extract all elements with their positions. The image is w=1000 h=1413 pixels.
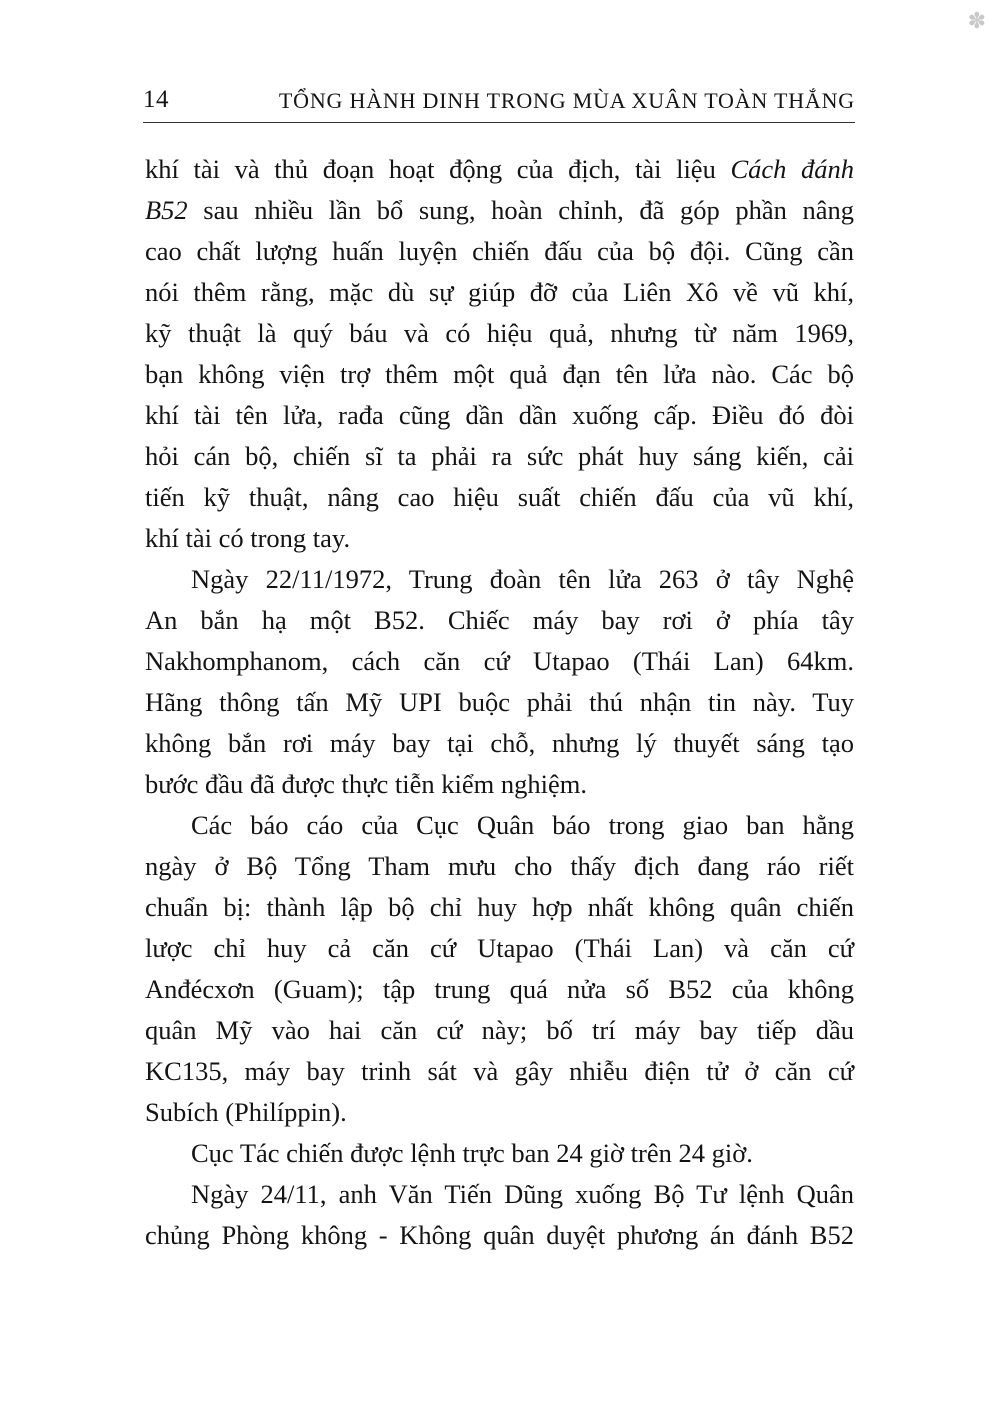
paragraph-first-line: Các báo cáo của Cục Quân báo trong giao ban hằng xyxy=(191,810,854,840)
paragraph-first-line: Ngày 22/11/1972, Trung đoàn tên lửa 263 ở tây Nghệ xyxy=(191,564,854,594)
text-line: tiến kỹ thuật, nâng cao hiệu suất chiến đấu của vũ khí, xyxy=(145,482,854,512)
text-line: khí tài tên lửa, rađa cũng dần dần xuống cấp. Điều đó đòi xyxy=(145,400,854,430)
text-line: Hãng thông tấn Mỹ UPI buộc phải thú nhận tin này. Tuy xyxy=(145,687,854,717)
text-line: An bắn hạ một B52. Chiếc máy bay rơi ở phía tây xyxy=(145,605,854,635)
text-segment: khí tài và thủ đoạn hoạt động của địch, tài liệu xyxy=(145,154,731,184)
text-line: nói thêm rằng, mặc dù sự giúp đỡ của Liên Xô về vũ khí, xyxy=(145,277,854,307)
paragraph-first-line: Cục Tác chiến được lệnh trực ban 24 giờ trên 24 giờ. xyxy=(191,1138,753,1168)
italic-title: B52 xyxy=(145,195,188,225)
text-line: khí tài có trong tay. xyxy=(145,523,351,553)
text-line: Anđécxơn (Guam); tập trung quá nửa số B52 của không xyxy=(145,974,854,1004)
text-line: bạn không viện trợ thêm một quả đạn tên lửa nào. Các bộ xyxy=(145,359,854,389)
corner-ornament-icon: ✽ xyxy=(967,8,986,33)
text-line: Subích (Philíppin). xyxy=(145,1097,347,1127)
text-segment: sau nhiều lần bổ sung, hoàn chỉnh, đã góp phần nâng xyxy=(187,195,854,225)
body-text xyxy=(145,149,854,1256)
text-line: cao chất lượng huấn luyện chiến đấu của bộ đội. Cũng cần xyxy=(145,236,854,266)
text-line: kỹ thuật là quý báu và có hiệu quả, nhưng từ năm 1969, xyxy=(145,318,854,348)
text-line: không bắn rơi máy bay tại chỗ, nhưng lý thuyết sáng tạo xyxy=(145,728,854,758)
text-line: chủng Phòng không - Không quân duyệt phương án đánh B52 xyxy=(145,1220,854,1250)
running-title: TỔNG HÀNH DINH TRONG MÙA XUÂN TOÀN THẮNG xyxy=(278,88,855,113)
paragraph-first-line: Ngày 24/11, anh Văn Tiến Dũng xuống Bộ Tư lệnh Quân xyxy=(191,1179,854,1209)
text-line: Nakhomphanom, cách căn cứ Utapao (Thái Lan) 64km. xyxy=(145,646,854,676)
text-line: bước đầu đã được thực tiễn kiểm nghiệm. xyxy=(145,769,587,799)
text-line xyxy=(145,190,854,231)
page-number: 14 xyxy=(143,86,169,113)
text-line: hỏi cán bộ, chiến sĩ ta phải ra sức phát huy sáng kiến, cải xyxy=(145,441,854,471)
italic-title: Cách đánh xyxy=(730,154,855,184)
text-line: KC135, máy bay trinh sát và gây nhiễu điện tử ở căn cứ xyxy=(145,1056,854,1086)
text-line: ngày ở Bộ Tổng Tham mưu cho thấy địch đang ráo riết xyxy=(145,851,854,881)
text-line xyxy=(145,149,854,190)
running-header xyxy=(143,82,855,123)
text-line: lược chỉ huy cả căn cứ Utapao (Thái Lan) và căn cứ xyxy=(145,933,854,963)
text-line: quân Mỹ vào hai căn cứ này; bố trí máy bay tiếp dầu xyxy=(145,1015,854,1045)
text-line: chuẩn bị: thành lập bộ chỉ huy hợp nhất không quân chiến xyxy=(145,892,854,922)
